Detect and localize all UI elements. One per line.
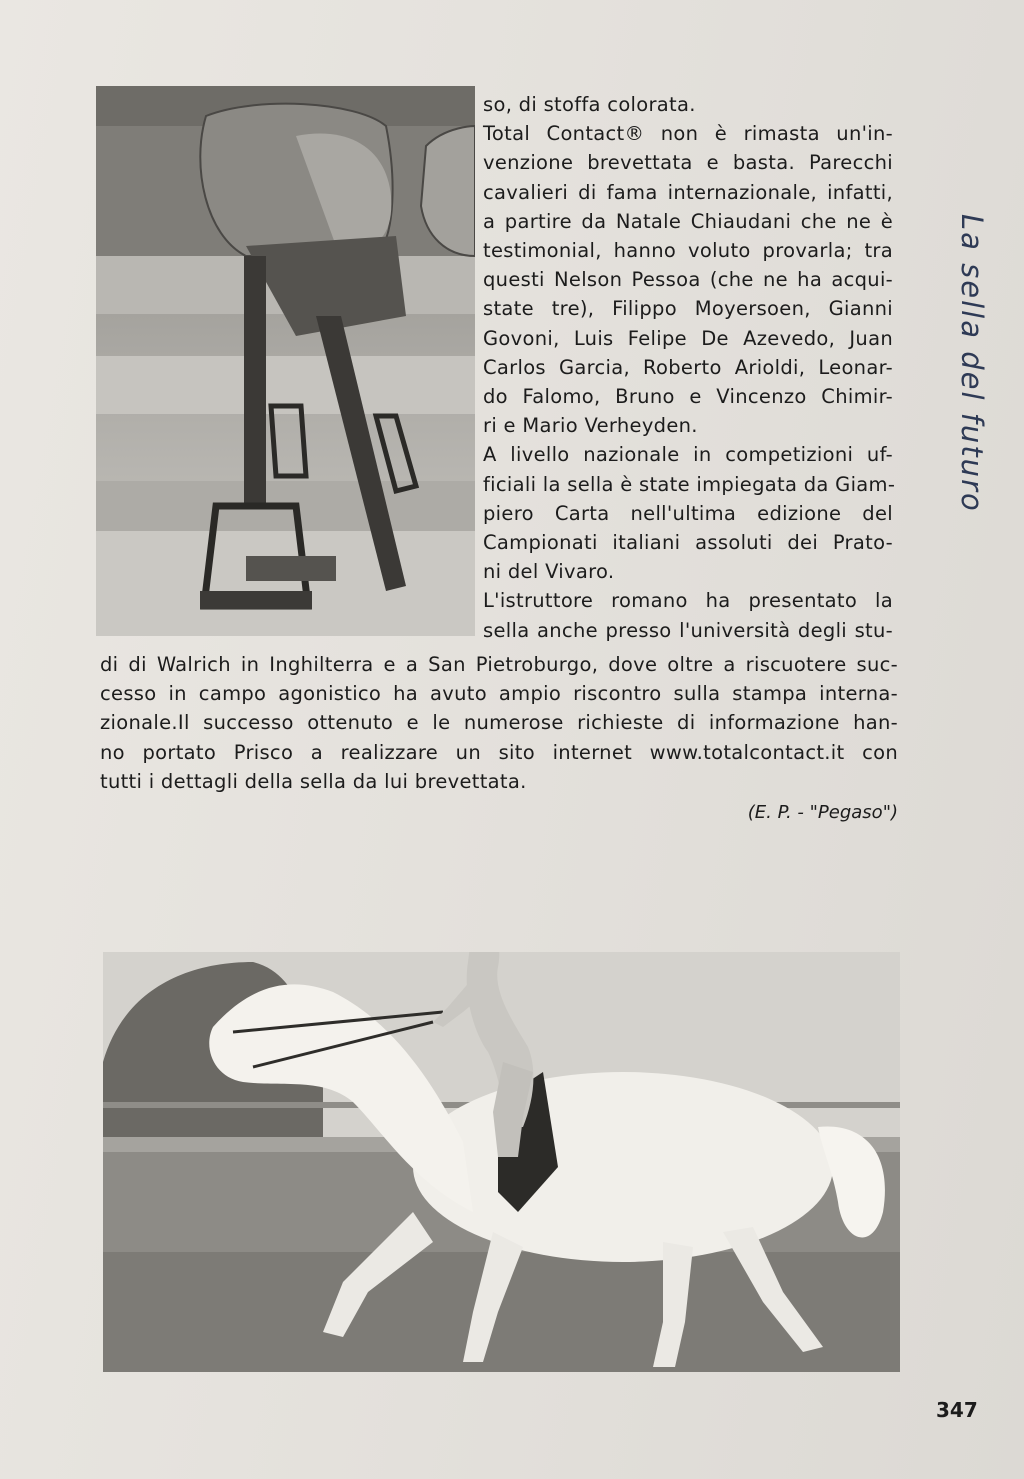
saddle-illustration bbox=[96, 86, 475, 636]
text-line: piero Carta nell'ultima edizione del bbox=[483, 501, 893, 525]
text-line: sella anche presso l'università degli stu- bbox=[483, 618, 893, 642]
text-line: ficiali la sella è state impiegata da Giam- bbox=[483, 472, 896, 496]
rider-horse-illustration bbox=[103, 952, 900, 1372]
text-line: questi Nelson Pessoa (che ne ha acqui- bbox=[483, 268, 893, 292]
text-line: cesso in campo agonistico ha avuto ampio riscontro sulla stampa interna- bbox=[100, 682, 898, 706]
text-line: L'istruttore romano ha presentato la bbox=[483, 589, 893, 613]
page-number: 347 bbox=[936, 1398, 978, 1422]
text-line: di di Walrich in Inghilterra e a San Pietroburgo, dove oltre a riscuotere suc- bbox=[100, 653, 898, 676]
saddle-photo bbox=[96, 86, 475, 636]
text-line: no portato Prisco a realizzare un sito internet www.totalcontact.it con bbox=[100, 740, 898, 764]
article-credit: (E. P. - "Pegaso") bbox=[747, 802, 898, 823]
text-line: Total Contact® non è rimasta un'in- bbox=[483, 122, 893, 146]
text-line: testimonial, hanno voluto provarla; tra bbox=[483, 239, 893, 263]
article-text-full-width bbox=[100, 650, 898, 796]
text-line: Govoni, Luis Felipe De Azevedo, Juan bbox=[483, 326, 893, 350]
text-line: zionale.Il successo ottenuto e le numerose richieste di informazione han- bbox=[100, 711, 898, 735]
text-line: Carlos Garcia, Roberto Arioldi, Leonar- bbox=[483, 355, 893, 379]
text-line: a partire da Natale Chiaudani che ne è bbox=[483, 209, 893, 233]
text-line: A livello nazionale in competizioni uf- bbox=[483, 443, 893, 467]
text-line: state tre), Filippo Moyersoen, Gianni bbox=[483, 297, 893, 321]
section-title: La sella del futuro bbox=[955, 214, 989, 513]
text-line: do Falomo, Bruno e Vincenzo Chimir- bbox=[483, 385, 893, 409]
article-text-column bbox=[483, 90, 896, 645]
text-line: so, di stoffa colorata. bbox=[483, 93, 696, 116]
rider-horse-photo bbox=[103, 952, 900, 1372]
text-line: cavalieri di fama internazionale, infatti, bbox=[483, 180, 893, 204]
text-line: tutti i dettagli della sella da lui brevettata. bbox=[100, 769, 527, 793]
text-line: ni del Vivaro. bbox=[483, 560, 615, 584]
text-line: Campionati italiani assoluti dei Prato- bbox=[483, 531, 893, 555]
text-line: venzione brevettata e basta. Parecchi bbox=[483, 151, 893, 175]
text-line: ri e Mario Verheyden. bbox=[483, 414, 698, 438]
